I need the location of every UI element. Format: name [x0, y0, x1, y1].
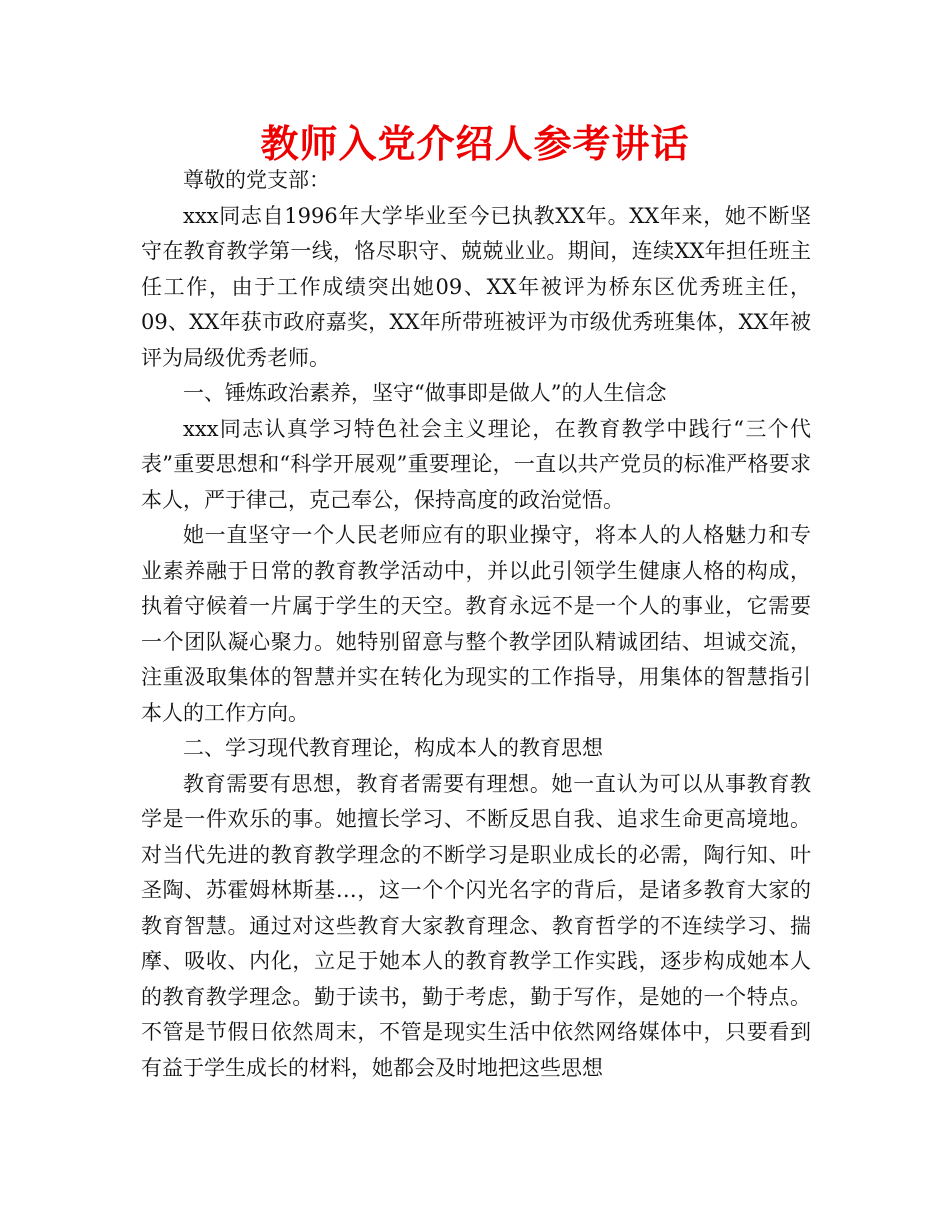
paragraph-ethics: 她一直坚守一个人民老师应有的职业操守，将本人的人格魅力和专业素养融于日常的教育教学活动中，并以此引领学生健康人格的构成，执着守候着一片属于学生的天空。教育永远不是一个人的事业，它需要一个团队凝心聚力。她特别留意与整个教学团队精诚团结、坦诚交流，注重汲取集体的智慧并实在转化为现实的工作指导，用集体的智慧指引本人的工作方向。: [141, 523, 811, 725]
document-title: 教师入党介绍人参考讲话: [260, 122, 690, 166]
paragraph-political: xxx同志认真学习特色社会主义理论，在教育教学中践行“三个代表”重要思想和“科学开展观”重要理论，一直以共产党员的标准严格要求本人，严于律己，克己奉公，保持高度的政治觉悟。: [141, 416, 811, 512]
paragraph-education: 教育需要有思想，教育者需要有理想。她一直认为可以从事教育教学是一件欢乐的事。她擅长学习、不断反思自我、追求生命更高境地。对当代先进的教育教学理念的不断学习是职业成长的必需，陶行知、叶圣陶、苏霍姆林斯基…，这一个个闪光名字的背后，是诸多教育大家的教育智慧。通过对这些教育大家教育理念、教育哲学的不连续学习、揣摩、吸收、内化，立足于她本人的教育教学工作实践，逐步构成她本人的教育教学理念。勤于读书，勤于考虑，勤于写作，是她的一个特点。不管是节假日依然周末，不管是现实生活中依然网络媒体中，只要看到有益于学生成长的材料，她都会及时地把这些思想: [141, 771, 811, 1080]
document-body: [141, 163, 811, 1086]
section-heading-1: 一、锤炼政治素养，坚守“做事即是做人”的人生信念: [183, 381, 667, 405]
section-heading-2: 二、学习现代教育理论，构成本人的教育思想: [183, 736, 603, 760]
paragraph-intro: xxx同志自1996年大学毕业至今已执教XX年。XX年来，她不断坚守在教育教学第一线，恪尽职守、兢兢业业。期间，连续XX年担任班主任工作，由于工作成绩突出她09、XX年被评为桥东区优秀班主任，09、XX年获市政府嘉奖，XX年所带班被评为市级优秀班集体，XX年被评为局级优秀老师。: [141, 203, 811, 370]
salutation: 尊敬的党支部：: [183, 168, 330, 192]
